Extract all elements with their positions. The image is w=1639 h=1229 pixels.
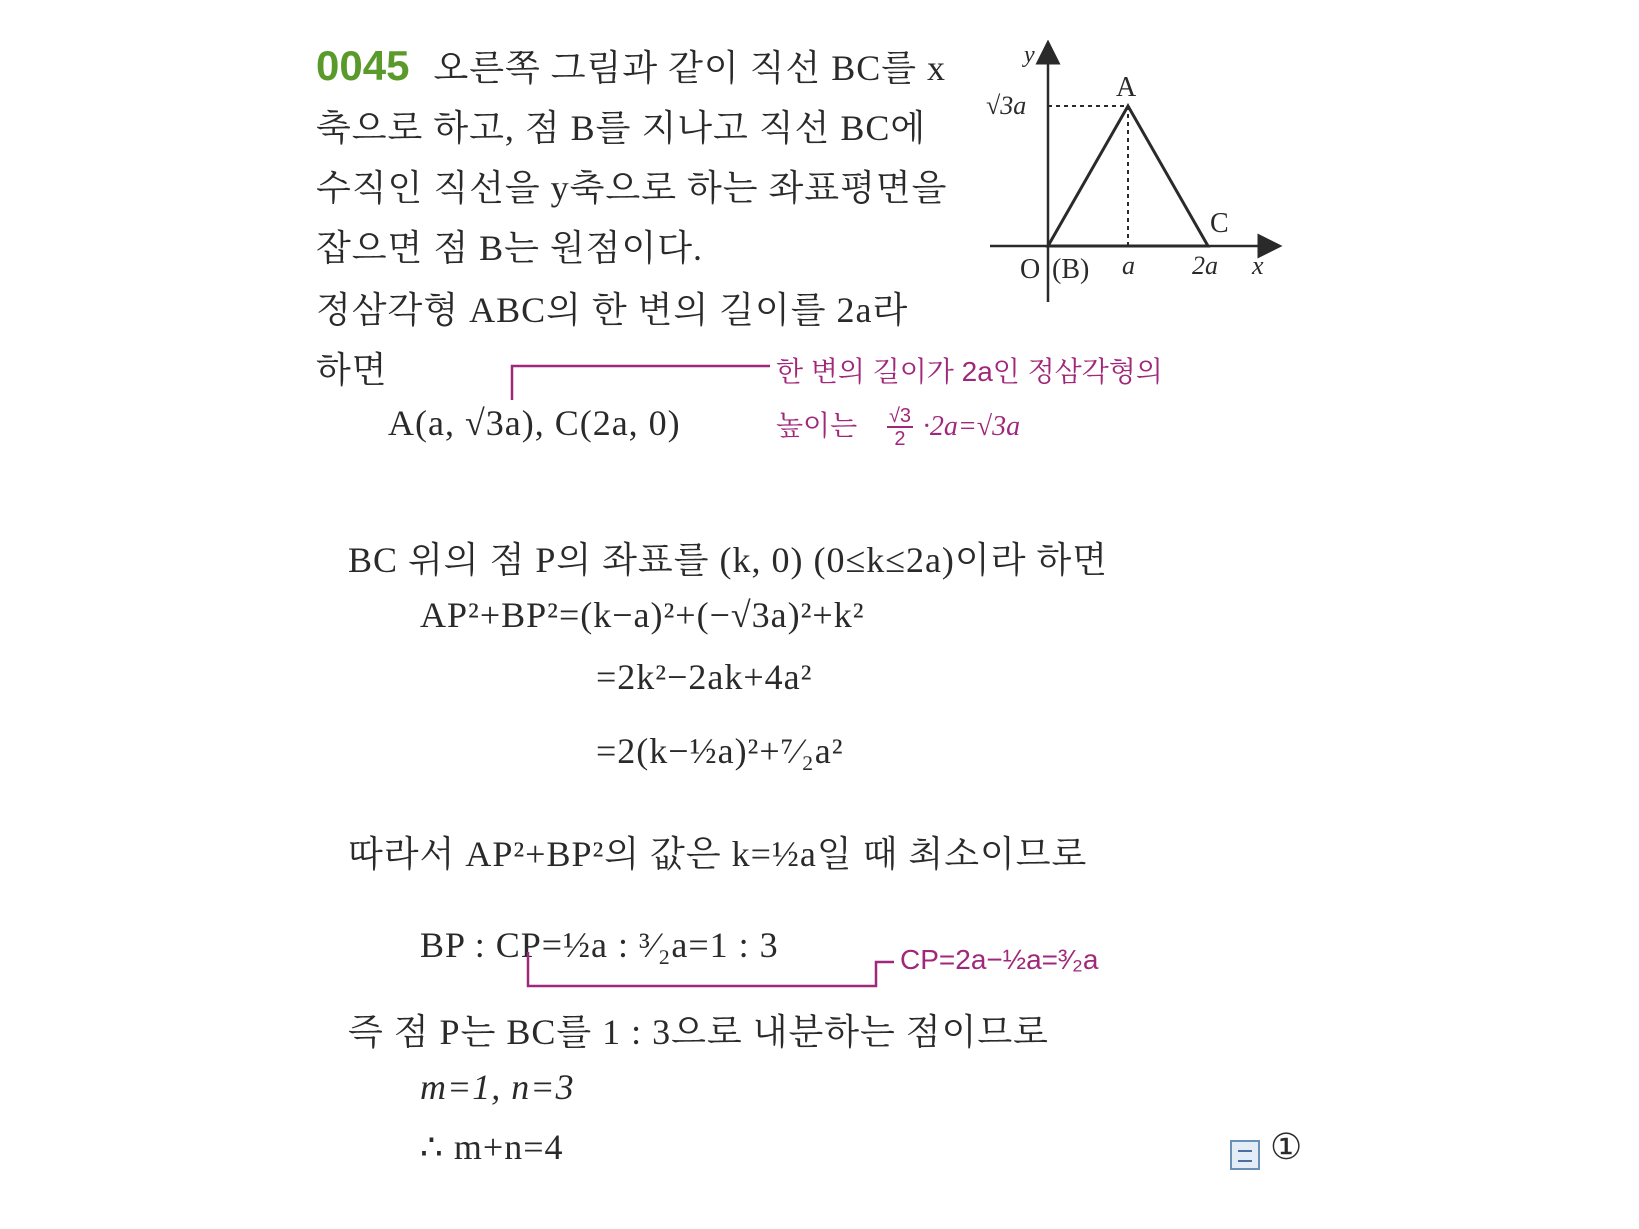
y-axis-label: y <box>1024 42 1035 68</box>
answer <box>1230 1126 1302 1170</box>
note-height-frac-num: √3 <box>888 405 912 428</box>
sum-result: ∴ m+n=4 <box>420 1127 564 1167</box>
conclusion-line: 따라서 AP²+BP²의 값은 k=½a일 때 최소이므로 <box>348 834 1088 874</box>
intro-line-3: 수직인 직선을 y축으로 하는 좌표평면을 <box>316 168 948 208</box>
mn-values: m=1, n=3 <box>420 1067 575 1107</box>
tick-2a-label: 2a <box>1192 251 1218 280</box>
answer-value: ① <box>1270 1127 1303 1167</box>
coordinate-figure <box>980 40 1300 310</box>
problem-number: 0045 <box>316 42 410 89</box>
point-b-label: (B) <box>1052 254 1090 285</box>
note-height-fraction <box>887 406 913 449</box>
intro-line-2: 축으로 하고, 점 B를 지나고 직선 BC에 <box>316 108 927 148</box>
coords-line: A(a, √3a), C(2a, 0) <box>388 403 681 443</box>
internal-division-line: 즉 점 P는 BC를 1 : 3으로 내분하는 점이므로 <box>348 1012 1049 1052</box>
origin-label: O <box>1020 254 1041 285</box>
point-a-label: A <box>1116 72 1137 103</box>
intro-line-6: 하면 <box>316 350 388 390</box>
sqrt3a-label: √3a <box>986 91 1027 120</box>
note-height-line1: 한 변의 길이가 2a인 정삼각형의 <box>776 356 1163 387</box>
note-cp: CP=2a−½a=³⁄₂a <box>900 944 1099 975</box>
x-axis-label: x <box>1252 251 1264 280</box>
equation-1: AP²+BP²=(k−a)²+(−√3a)²+k² <box>420 595 865 635</box>
note-bracket-height <box>500 360 780 410</box>
ratio-line: BP : CP=½a : ³⁄₂a=1 : 3 <box>420 925 779 965</box>
equation-2: =2k²−2ak+4a² <box>596 657 813 697</box>
intro-line-4: 잡으면 점 B는 원점이다. <box>316 228 703 268</box>
equation-3: =2(k−½a)²+⁷⁄₂a² <box>596 731 844 771</box>
note-height-prefix: 높이는 <box>776 410 858 441</box>
triangle-abc <box>1048 106 1208 246</box>
point-c-label: C <box>1210 208 1229 239</box>
intro-line-5: 정삼각형 ABC의 한 변의 길이를 2a라 <box>316 290 909 330</box>
intro-line-1 <box>316 40 946 91</box>
note-bracket-cp <box>520 950 900 1000</box>
tick-a-label: a <box>1122 251 1135 280</box>
intro-text-1: 오른쪽 그림과 같이 직선 BC를 x <box>433 48 946 88</box>
note-height-suffix: ·2a=√3a <box>922 411 1021 442</box>
note-height-frac-den: 2 <box>894 428 906 451</box>
answer-icon <box>1230 1140 1260 1170</box>
note-height-line2 <box>776 404 1020 449</box>
solution-line-1: BC 위의 점 P의 좌표를 (k, 0) (0≤k≤2a)이라 하면 <box>348 540 1109 580</box>
